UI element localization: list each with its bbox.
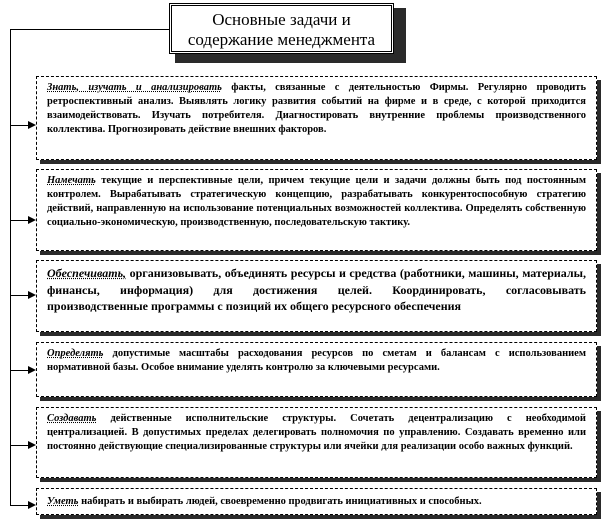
title-line-2: содержание менеджмента	[187, 30, 376, 49]
task-lead: Обеспечивать,	[47, 266, 127, 280]
arrow-5	[28, 441, 36, 449]
task-text: факты, связанные с деятельностью Фирмы. Регулярно проводить ретроспективный анализ. Выявлять логику развития событий на фирме и в среде, с которой приходится взаимодействовать. Изучать потребителя. Диагностировать внутренние проблемы производственного коллектива. Прогнозировать действие внешних факторов.	[47, 82, 586, 135]
connector-top-horizontal	[10, 29, 150, 30]
arrow-4	[28, 366, 36, 374]
title-line-1: Основные задачи и	[212, 10, 351, 29]
task-text: набирать и выбирать людей, своевременно продвигать инициативных и способных.	[78, 496, 482, 507]
task-lead: Определять	[47, 348, 104, 359]
task-lead: Создавать	[47, 413, 97, 424]
task-text: действенные исполнительские структуры. Сочетать децентрализацию с необходимой централизацией. В допустимых пределах делегировать полномочия по управлению. Создавать временно или постоянно действующие специализированные структуры или ячейки для реализации особо важных функций.	[47, 413, 586, 452]
task-text: организовывать, объединять ресурсы и средства (работники, машины, материалы, финансы, информация) для достижения целей. Координировать, согласовывать производственные программы с позиций их общего ресурсного обеспечения	[47, 266, 586, 313]
task-lead: Уметь	[47, 496, 79, 507]
arrow-6	[28, 501, 36, 509]
arrow-3	[28, 291, 36, 299]
task-box-create	[36, 407, 597, 478]
connector-branch-2	[10, 220, 28, 221]
task-text: допустимые масштабы расходования ресурсов по сметам и балансам с использованием нормативной базы. Особое внимание уделять контролю за ключевыми ресурсами.	[47, 348, 586, 373]
diagram-title	[169, 3, 394, 54]
task-box-people	[36, 488, 597, 515]
arrow-1	[28, 121, 36, 129]
task-lead: Намечать	[47, 175, 96, 186]
task-box-provide	[36, 260, 597, 332]
arrow-2	[28, 216, 36, 224]
task-text: текущие и перспективные цели, причем текущие цели и задачи должны быть под постоянным контролем. Вырабатывать стратегическую концепцию, разрабатывать конкурентоспособную стратегию действий, направленную на использование потенциальных возможностей коллектива. Определять собственную социально-экономическую, производственную, последовательскую тактику.	[47, 175, 586, 228]
connector-branch-4	[10, 370, 28, 371]
connector-branch-3	[10, 295, 28, 296]
connector-branch-1	[10, 125, 28, 126]
task-box-plan	[36, 169, 597, 251]
task-lead: Знать, изучать и анализировать	[47, 82, 222, 93]
task-box-define	[36, 342, 597, 397]
connector-branch-6	[10, 505, 28, 506]
task-box-analyze	[36, 76, 597, 160]
connector-branch-5	[10, 445, 28, 446]
connector-title-stub	[149, 29, 169, 30]
connector-vertical-spine	[10, 29, 11, 505]
